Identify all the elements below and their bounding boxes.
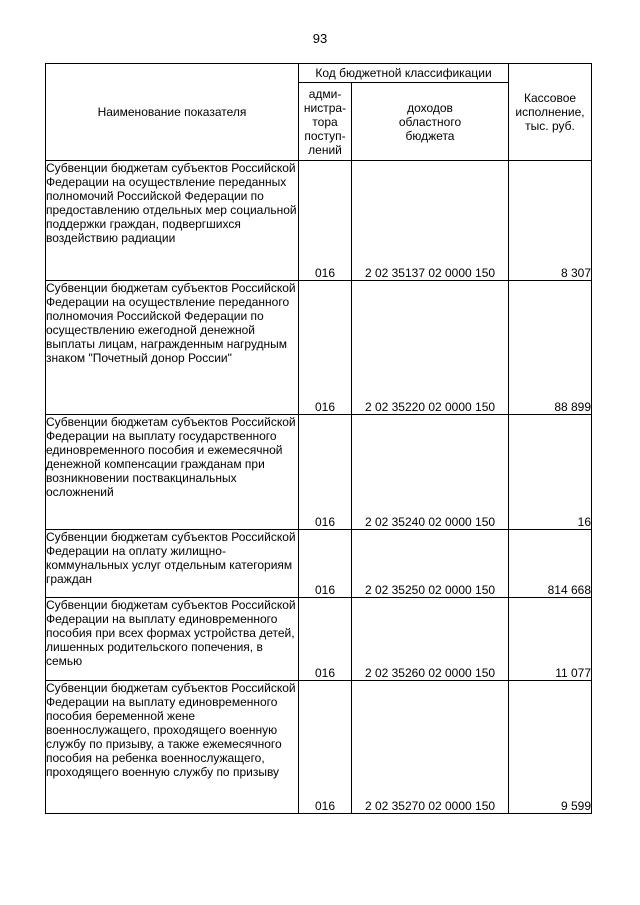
header-income-code-text: доходов областного бюджета (398, 100, 462, 143)
table-row (46, 281, 592, 415)
header-cash-execution (509, 64, 592, 161)
row-name: Субвенции бюджетам субъектов Российской Федерации на выплату единовременного пособия беременной жене военнослужащего, проходящего военную службу по призыву, а также ежемесячного пособия на ребенка военнослужащего, проходящего военную службу по призыву (46, 681, 299, 814)
header-cash-execution-text: Кассовое исполнение, тыс. руб. (515, 91, 585, 133)
row-name: Субвенции бюджетам субъектов Российской Федерации на осуществление переданных полномочий Российской Федерации по предоставлению отдельных мер социальной поддержки граждан, подвергшихся воздействию радиации (46, 161, 299, 281)
header-budget-classification: Код бюджетной классификации (299, 64, 509, 83)
row-amount: 8 307 (509, 161, 592, 281)
row-amount: 814 668 (509, 530, 592, 598)
row-income-code: 2 02 35260 02 0000 150 (352, 598, 509, 681)
table-row (46, 681, 592, 814)
row-admin-code: 016 (299, 681, 352, 814)
row-admin-code: 016 (299, 415, 352, 530)
header-name: Наименование показателя (46, 64, 299, 161)
row-income-code: 2 02 35270 02 0000 150 (352, 681, 509, 814)
header-income-code (352, 83, 509, 161)
row-name: Субвенции бюджетам субъектов Российской Федерации на выплату единовременного пособия при всех формах устройства детей, лишенных родительского попечения, в семью (46, 598, 299, 681)
row-income-code: 2 02 35250 02 0000 150 (352, 530, 509, 598)
table-row (46, 161, 592, 281)
row-income-code: 2 02 35220 02 0000 150 (352, 281, 509, 415)
row-name: Субвенции бюджетам субъектов Российской Федерации на оплату жилищно-коммунальных услуг отдельным категориям граждан (46, 530, 299, 598)
table-row (46, 415, 592, 530)
row-admin-code: 016 (299, 598, 352, 681)
row-name: Субвенции бюджетам субъектов Российской Федерации на осуществление переданного полномочия Российской Федерации по осуществлению ежегодной денежной выплаты лицам, награжденным нагрудным знаком "Почетный донор России" (46, 281, 299, 415)
header-administrator (299, 83, 352, 161)
row-admin-code: 016 (299, 161, 352, 281)
row-income-code: 2 02 35240 02 0000 150 (352, 415, 509, 530)
table-header (46, 64, 592, 161)
table-row (46, 530, 592, 598)
row-amount: 88 899 (509, 281, 592, 415)
budget-table (45, 63, 592, 814)
row-amount: 9 599 (509, 681, 592, 814)
table-body (46, 161, 592, 814)
page-number: 93 (312, 31, 328, 46)
header-administrator-text: адми- нистра- тора поступ- лений (303, 86, 347, 157)
row-admin-code: 016 (299, 281, 352, 415)
table-row (46, 598, 592, 681)
row-amount: 16 (509, 415, 592, 530)
row-name: Субвенции бюджетам субъектов Российской Федерации на выплату государственного единовременного пособия и ежемесячной денежной компенсации гражданам при возникновении поствакцинальных осложнений (46, 415, 299, 530)
row-admin-code: 016 (299, 530, 352, 598)
row-amount: 11 077 (509, 598, 592, 681)
row-income-code: 2 02 35137 02 0000 150 (352, 161, 509, 281)
